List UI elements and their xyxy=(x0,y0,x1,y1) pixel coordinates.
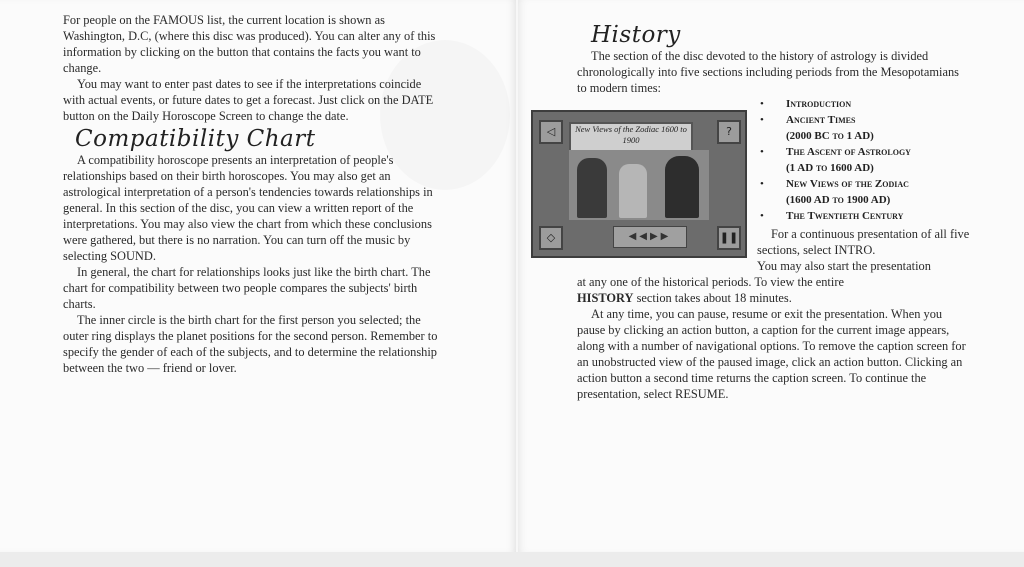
list-item: • Ancient Times xyxy=(760,114,856,126)
list-item: • New Views of the Zodiac xyxy=(760,178,909,190)
figure-astrologer-left xyxy=(577,158,607,218)
compatibility-intro-paragraph: A compatibility horoscope presents an interpretation of people's relationships based on their birth horoscopes. You may also get an astrological interpretation of a person's tendencies towards relationships in general. In this section of the disc, you can view a written report of the interpretations. You may also view the chart from which these conclusions were gathered, but there is no narration. You can turn off the music by selecting SOUND. xyxy=(63,153,433,263)
past-dates-paragraph: You may want to enter past dates to see if the interpretations coincide with actual events, or future dates to get a forecast. Just click on the DATE button on the Daily Horoscope Screen to change the date. xyxy=(63,77,434,123)
bullet-icon: • xyxy=(760,210,764,222)
figure-astrologer-center xyxy=(619,164,647,218)
page-bottom-edge xyxy=(0,552,1024,567)
figure-title-plate xyxy=(569,122,693,152)
relationship-chart-paragraph: In general, the chart for relationships looks just like the birth chart. The chart for compatibility between two people compares the subjects' birth charts. xyxy=(63,265,431,311)
left-text-column xyxy=(63,12,443,376)
history-sections-list xyxy=(756,96,976,224)
pause-icon: ❚❚ xyxy=(717,226,741,250)
history-duration-line xyxy=(577,290,971,306)
history-intro-paragraph: The section of the disc devoted to the history of astrology is divided chronologically into five sections including periods from the Mesopotamians to modern times: xyxy=(577,49,959,95)
history-details-column xyxy=(577,274,971,402)
bullet-icon: • xyxy=(760,98,764,110)
continuous-presentation-note xyxy=(757,226,973,274)
figure-title-text: New Views of the Zodiac 1600 to 1900 xyxy=(575,124,687,145)
bullet-icon: • xyxy=(760,146,764,158)
compatibility-chart-heading: Compatibility Chart xyxy=(75,126,316,152)
list-item: • The Ascent of Astrology xyxy=(760,146,911,158)
help-icon: ? xyxy=(717,120,741,144)
navigation-arrows-icon: ◀◀▶▶ xyxy=(613,226,687,248)
figure-astrologer-right xyxy=(665,156,699,218)
history-duration-text: section takes about 18 minutes. xyxy=(636,291,792,305)
back-icon: ◁ xyxy=(539,120,563,144)
bullet-icon: • xyxy=(760,114,764,126)
list-item: (2000 BC to 1 AD) xyxy=(786,130,874,142)
list-item: • Introduction xyxy=(760,98,852,110)
history-heading: History xyxy=(591,22,681,48)
continuous-presentation-text: For a continuous presentation of all five sections, select INTRO. xyxy=(757,227,970,257)
list-item: (1 AD to 1600 AD) xyxy=(786,162,874,174)
pause-resume-paragraph: At any time, you can pause, resume or exit the presentation. When you pause by clicking an action button, a caption for the current image appears, along with a number of navigational options. To remove the caption screen for an unobstructed view of the paused image, click an action button. Clicking an action button a second time returns the caption screen. To continue the presentation, select RESUME. xyxy=(577,307,966,401)
list-item: (1600 AD to 1900 AD) xyxy=(786,194,891,206)
history-keyword: HISTORY xyxy=(577,291,634,305)
list-item: • The Twentieth Century xyxy=(760,210,904,222)
famous-list-paragraph: For people on the FAMOUS list, the current location is shown as Washington, D.C, (where this disc was produced). You can alter any of this information by clicking on the button that contains the facts you want to change. xyxy=(63,13,436,75)
historical-periods-line: at any one of the historical periods. To view the entire xyxy=(577,275,844,289)
inner-circle-paragraph: The inner circle is the birth chart for the first person you selected; the outer ring displays the planet positions for the second person. Remember to specify the gender of each of the subjects, and to determine the relationship between the two — friend or lover. xyxy=(63,313,438,375)
history-screenshot-figure xyxy=(531,110,747,258)
right-text-column xyxy=(577,22,971,96)
astrologers-scene-image xyxy=(569,150,709,220)
start-presentation-text: You may also start the presentation xyxy=(757,259,931,273)
menu-icon: ◇ xyxy=(539,226,563,250)
left-page xyxy=(0,0,516,552)
bullet-icon: • xyxy=(760,178,764,190)
